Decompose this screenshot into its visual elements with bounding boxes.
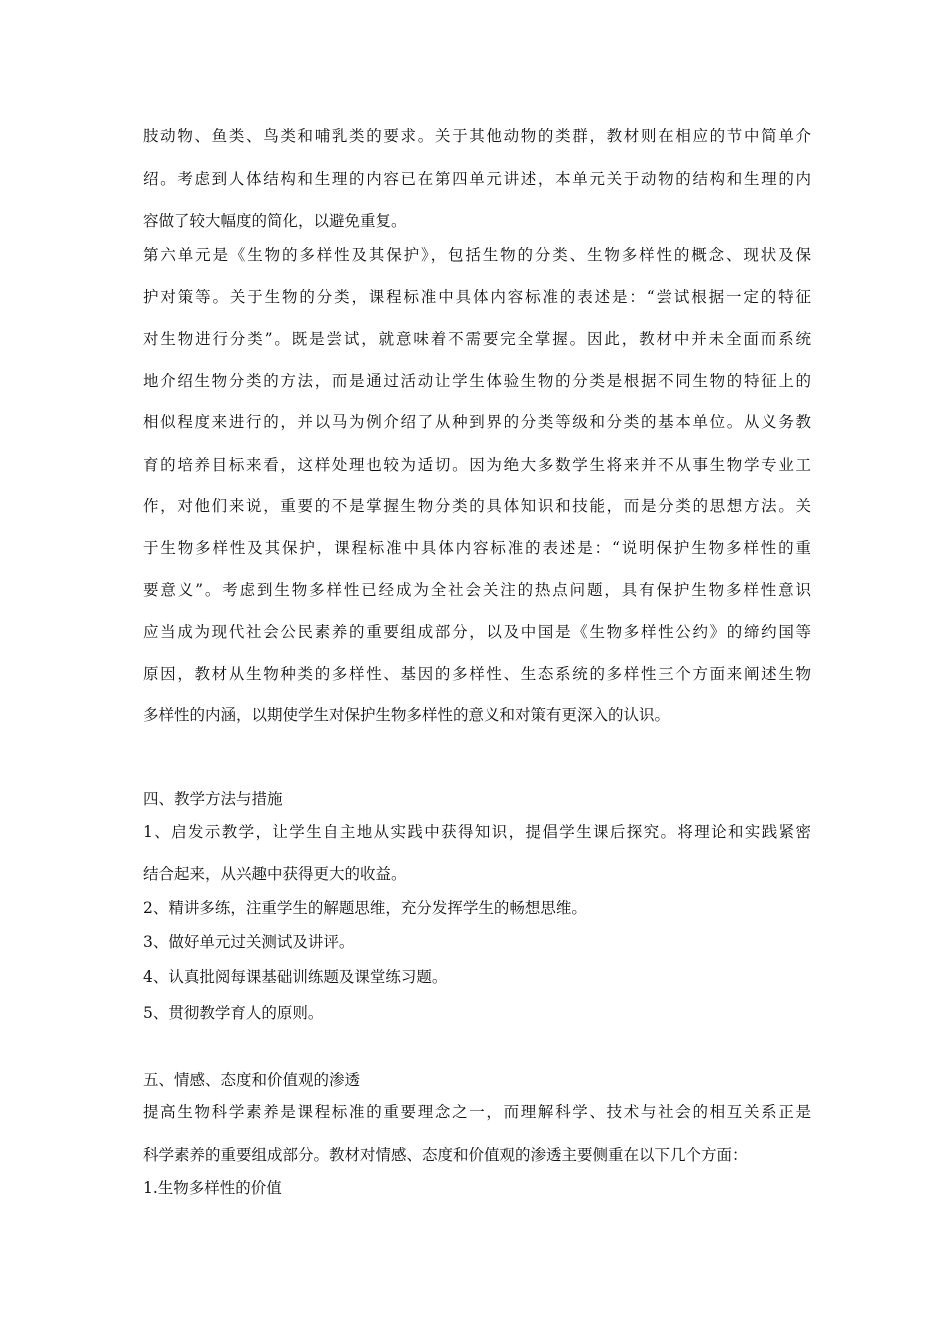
paragraph-line: 于生物多样性及其保护，课程标准中具体内容标准的表述是：“说明保护生物多样性的重 xyxy=(143,539,811,557)
paragraph-line: 应当成为现代社会公民素养的重要组成部分，以及中国是《生物多样性公约》的缔约国等 xyxy=(143,623,811,641)
paragraph-line: 肢动物、鱼类、鸟类和哺乳类的要求。关于其他动物的类群，教材则在相应的节中简单介 xyxy=(143,127,811,145)
list-item: 2、精讲多练，注重学生的解题思维，充分发挥学生的畅想思维。 xyxy=(143,899,587,917)
paragraph-line: 绍。考虑到人体结构和生理的内容已在第四单元讲述，本单元关于动物的结构和生理的内 xyxy=(143,170,811,188)
paragraph-line: 第六单元是《生物的多样性及其保护》，包括生物的分类、生物多样性的概念、现状及保 xyxy=(143,246,811,264)
paragraph-line: 护对策等。关于生物的分类，课程标准中具体内容标准的表述是：“尝试根据一定的特征 xyxy=(143,288,811,306)
list-item: 4、认真批阅每课基础训练题及课堂练习题。 xyxy=(143,968,448,986)
paragraph-line: 提高生物科学素养是课程标准的重要理念之一，而理解科学、技术与社会的相互关系正是 xyxy=(143,1103,811,1121)
paragraph-line: 科学素养的重要组成部分。教材对情感、态度和价值观的渗透主要侧重在以下几个方面： xyxy=(143,1146,748,1164)
paragraph-line: 原因，教材从生物种类的多样性、基因的多样性、生态系统的多样性三个方面来阐述生物 xyxy=(143,665,811,683)
paragraph-line: 要意义”。考虑到生物多样性已经成为全社会关注的热点问题，具有保护生物多样性意识 xyxy=(143,581,811,599)
paragraph-line: 育的培养目标来看，这样处理也较为适切。因为绝大多数学生将来并不从事生物学专业工 xyxy=(143,456,811,474)
list-item: 5、贯彻教学育人的原则。 xyxy=(143,1004,324,1022)
paragraph-line: 容做了较大幅度的简化，以避免重复。 xyxy=(143,212,407,230)
list-item: 3、做好单元过关测试及讲评。 xyxy=(143,933,355,951)
section-heading: 五、情感、态度和价值观的渗透 xyxy=(143,1071,361,1089)
list-item: 1、启发示教学，让学生自主地从实践中获得知识，提倡学生课后探究。将理论和实践紧密 xyxy=(143,823,811,841)
subheading: 1.生物多样性的价值 xyxy=(143,1179,282,1197)
paragraph-line: 多样性的内涵，以期使学生对保护生物多样性的意义和对策有更深入的认识。 xyxy=(143,706,671,724)
section-heading: 四、教学方法与措施 xyxy=(143,790,283,808)
list-item-continuation: 结合起来，从兴趣中获得更大的收益。 xyxy=(143,865,407,883)
paragraph-line: 地介绍生物分类的方法，而是通过活动让学生体验生物的分类是根据不同生物的特征上的 xyxy=(143,372,811,390)
paragraph-line: 作，对他们来说，重要的不是掌握生物分类的具体知识和技能，而是分类的思想方法。关 xyxy=(143,497,811,515)
paragraph-line: 相似程度来进行的，并以马为例介绍了从种到界的分类等级和分类的基本单位。从义务教 xyxy=(143,413,811,431)
paragraph-line: 对生物进行分类”。既是尝试，就意味着不需要完全掌握。因此，教材中并未全面而系统 xyxy=(143,330,811,348)
